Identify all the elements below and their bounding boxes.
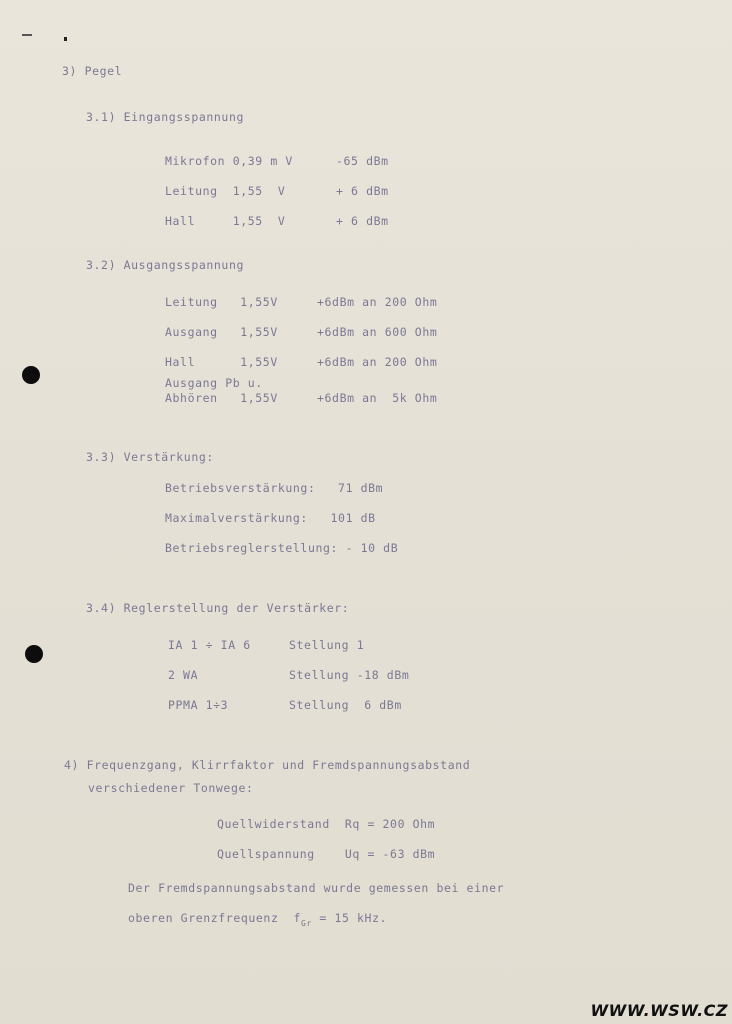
s34-row-1-value: Stellung 1: [289, 638, 365, 652]
s31-row-1-value: -65 dBm: [336, 154, 389, 168]
note-line-2-start: oberen Grenzfrequenz f: [128, 911, 302, 925]
section-4-title-line-2: verschiedener Tonwege:: [88, 781, 254, 795]
s31-row-3-value: + 6 dBm: [336, 214, 389, 228]
s31-row-1-label: Mikrofon 0,39 m V: [165, 154, 293, 168]
s34-row-1-label: IA 1 ÷ IA 6: [168, 638, 251, 652]
section-3-4-title: 3.4) Reglerstellung der Verstärker:: [86, 601, 350, 615]
note-subscript: Gr: [301, 919, 312, 928]
section-4-note-line-1: Der Fremdspannungsabstand wurde gemessen bei einer: [128, 881, 505, 895]
section-3-2-title: 3.2) Ausgangsspannung: [86, 258, 244, 272]
s32-row-4-label-line-2: Abhören 1,55V: [165, 391, 278, 405]
s32-row-2-label: Ausgang 1,55V: [165, 325, 278, 339]
s32-row-4-label-line-1: Ausgang Pb u.: [165, 376, 263, 390]
section-4-note-line-2: [128, 911, 388, 928]
s32-row-3-label: Hall 1,55V: [165, 355, 278, 369]
section-3-title: 3) Pegel: [62, 64, 123, 78]
note-line-2-end: = 15 kHz.: [311, 911, 388, 925]
punch-hole-upper: [22, 366, 40, 384]
s34-row-3-value: Stellung 6 dBm: [289, 698, 402, 712]
site-watermark: WWW.WSW.CZ: [590, 1001, 728, 1020]
s32-row-4-value: +6dBm an 5k Ohm: [317, 391, 438, 405]
ink-dot: [64, 37, 67, 41]
s32-row-3-value: +6dBm an 200 Ohm: [317, 355, 438, 369]
s32-row-1-value: +6dBm an 200 Ohm: [317, 295, 438, 309]
s31-row-2-value: + 6 dBm: [336, 184, 389, 198]
s32-row-2-value: +6dBm an 600 Ohm: [317, 325, 438, 339]
section-4-param-2: Quellspannung Uq = -63 dBm: [217, 847, 436, 861]
s33-line-2: Maximalverstärkung: 101 dB: [165, 511, 376, 525]
punch-hole-lower: [25, 645, 43, 663]
section-3-3-title: 3.3) Verstärkung:: [86, 450, 214, 464]
s34-row-2-label: 2 WA: [168, 668, 199, 682]
section-3-1-title: 3.1) Eingangsspannung: [86, 110, 244, 124]
s34-row-3-label: PPMA 1÷3: [168, 698, 229, 712]
s33-line-1: Betriebsverstärkung: 71 dBm: [165, 481, 384, 495]
section-4-param-1: Quellwiderstand Rq = 200 Ohm: [217, 817, 436, 831]
ink-mark: [22, 34, 32, 36]
s32-row-1-label: Leitung 1,55V: [165, 295, 278, 309]
section-4-title-line-1: 4) Frequenzgang, Klirrfaktor und Fremdspannungsabstand: [64, 758, 471, 772]
s33-line-3: Betriebsreglerstellung: - 10 dB: [165, 541, 399, 555]
s34-row-2-value: Stellung -18 dBm: [289, 668, 410, 682]
s31-row-2-label: Leitung 1,55 V: [165, 184, 286, 198]
s31-row-3-label: Hall 1,55 V: [165, 214, 286, 228]
